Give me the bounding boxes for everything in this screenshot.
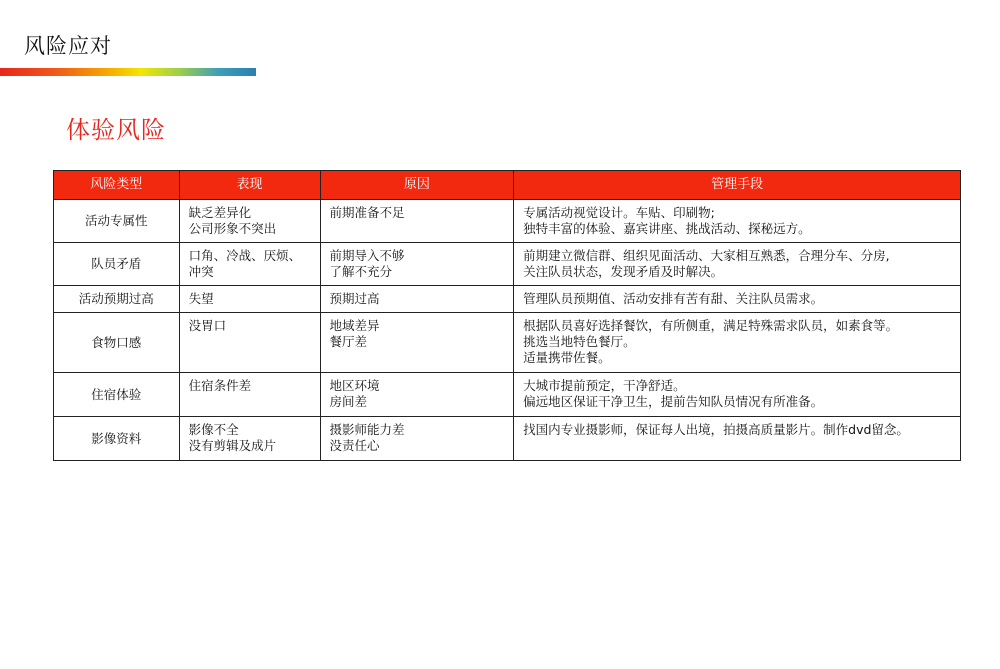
manifestation-cell (179, 200, 320, 243)
measures-cell (514, 373, 961, 417)
manifestation-cell (179, 243, 320, 286)
measures-cell (514, 313, 961, 373)
page-title: 风险应对 (24, 34, 112, 58)
measures-line: 关注队员状态，发现矛盾及时解决。 (523, 264, 724, 279)
measures-line: 根据队员喜好选择餐饮，有所侧重，满足特殊需求队员，如素食等。 (523, 318, 899, 333)
risk-table (53, 170, 961, 461)
measures-cell (514, 417, 961, 461)
manifestation-line: 没胃口 (188, 318, 227, 333)
cause-line: 房间差 (329, 394, 368, 409)
table-row (54, 373, 961, 417)
cause-cell (320, 200, 514, 243)
measures-line: 适量携带佐餐。 (523, 350, 611, 365)
measures-cell (514, 200, 961, 243)
manifestation-cell (179, 313, 320, 373)
manifestation-line: 冲突 (188, 264, 214, 279)
table-row (54, 243, 961, 286)
cause-line: 预期过高 (329, 291, 380, 306)
manifestation-line: 缺乏差异化 (188, 205, 252, 220)
cause-cell (320, 313, 514, 373)
manifestation-cell (179, 373, 320, 417)
cause-line: 了解不充分 (329, 264, 393, 279)
measures-line: 专属活动视觉设计。车贴、印刷物; (523, 205, 715, 220)
table-header-row (54, 171, 961, 200)
cause-line: 地区环境 (329, 378, 380, 393)
table-row (54, 417, 961, 461)
risk-type-cell: 队员矛盾 (54, 243, 180, 286)
measures-line: 独特丰富的体验、嘉宾讲座、挑战活动、探秘远方。 (523, 221, 811, 236)
manifestation-cell (179, 286, 320, 313)
manifestation-line: 影像不全 (188, 422, 239, 437)
measures-line: 挑选当地特色餐厅。 (523, 334, 636, 349)
cause-cell (320, 373, 514, 417)
measures-line: 大城市提前预定，干净舒适。 (523, 378, 686, 393)
manifestation-line: 口角、冷战、厌烦、 (188, 248, 302, 263)
header-measures: 管理手段 (514, 171, 961, 200)
header-cause: 原因 (320, 171, 514, 200)
gradient-divider (0, 68, 256, 76)
manifestation-line: 没有剪辑及成片 (188, 438, 277, 453)
manifestation-cell (179, 417, 320, 461)
risk-type-cell: 活动预期过高 (54, 286, 180, 313)
table-row (54, 313, 961, 373)
cause-line: 前期导入不够 (329, 248, 405, 263)
measures-line: 找国内专业摄影师，保证每人出境，拍摄高质量影片。制作dvd留念。 (523, 422, 909, 437)
manifestation-line: 失望 (188, 291, 214, 306)
manifestation-line: 公司形象不突出 (188, 221, 277, 236)
measures-cell (514, 286, 961, 313)
cause-cell (320, 417, 514, 461)
measures-line: 管理队员预期值、活动安排有苦有甜、关注队员需求。 (523, 291, 824, 306)
table-row (54, 286, 961, 313)
risk-type-cell: 食物口感 (54, 313, 180, 373)
risk-type-cell: 影像资料 (54, 417, 180, 461)
table-body (54, 200, 961, 461)
cause-cell (320, 286, 514, 313)
measures-cell (514, 243, 961, 286)
risk-type-cell: 活动专属性 (54, 200, 180, 243)
measures-line: 前期建立微信群、组织见面活动、大家相互熟悉，合理分车、分房, (523, 248, 890, 263)
cause-line: 地域差异 (329, 318, 380, 333)
measures-line: 偏远地区保证干净卫生，提前告知队员情况有所准备。 (523, 394, 824, 409)
cause-line: 前期准备不足 (329, 205, 405, 220)
cause-line: 摄影师能力差 (329, 422, 405, 437)
cause-cell (320, 243, 514, 286)
section-heading: 体验风险 (66, 116, 166, 144)
header-manifestation: 表现 (179, 171, 320, 200)
cause-line: 餐厅差 (329, 334, 368, 349)
manifestation-line: 住宿条件差 (188, 378, 252, 393)
cause-line: 没责任心 (329, 438, 380, 453)
table-row (54, 200, 961, 243)
header-risk-type: 风险类型 (54, 171, 180, 200)
risk-type-cell: 住宿体验 (54, 373, 180, 417)
